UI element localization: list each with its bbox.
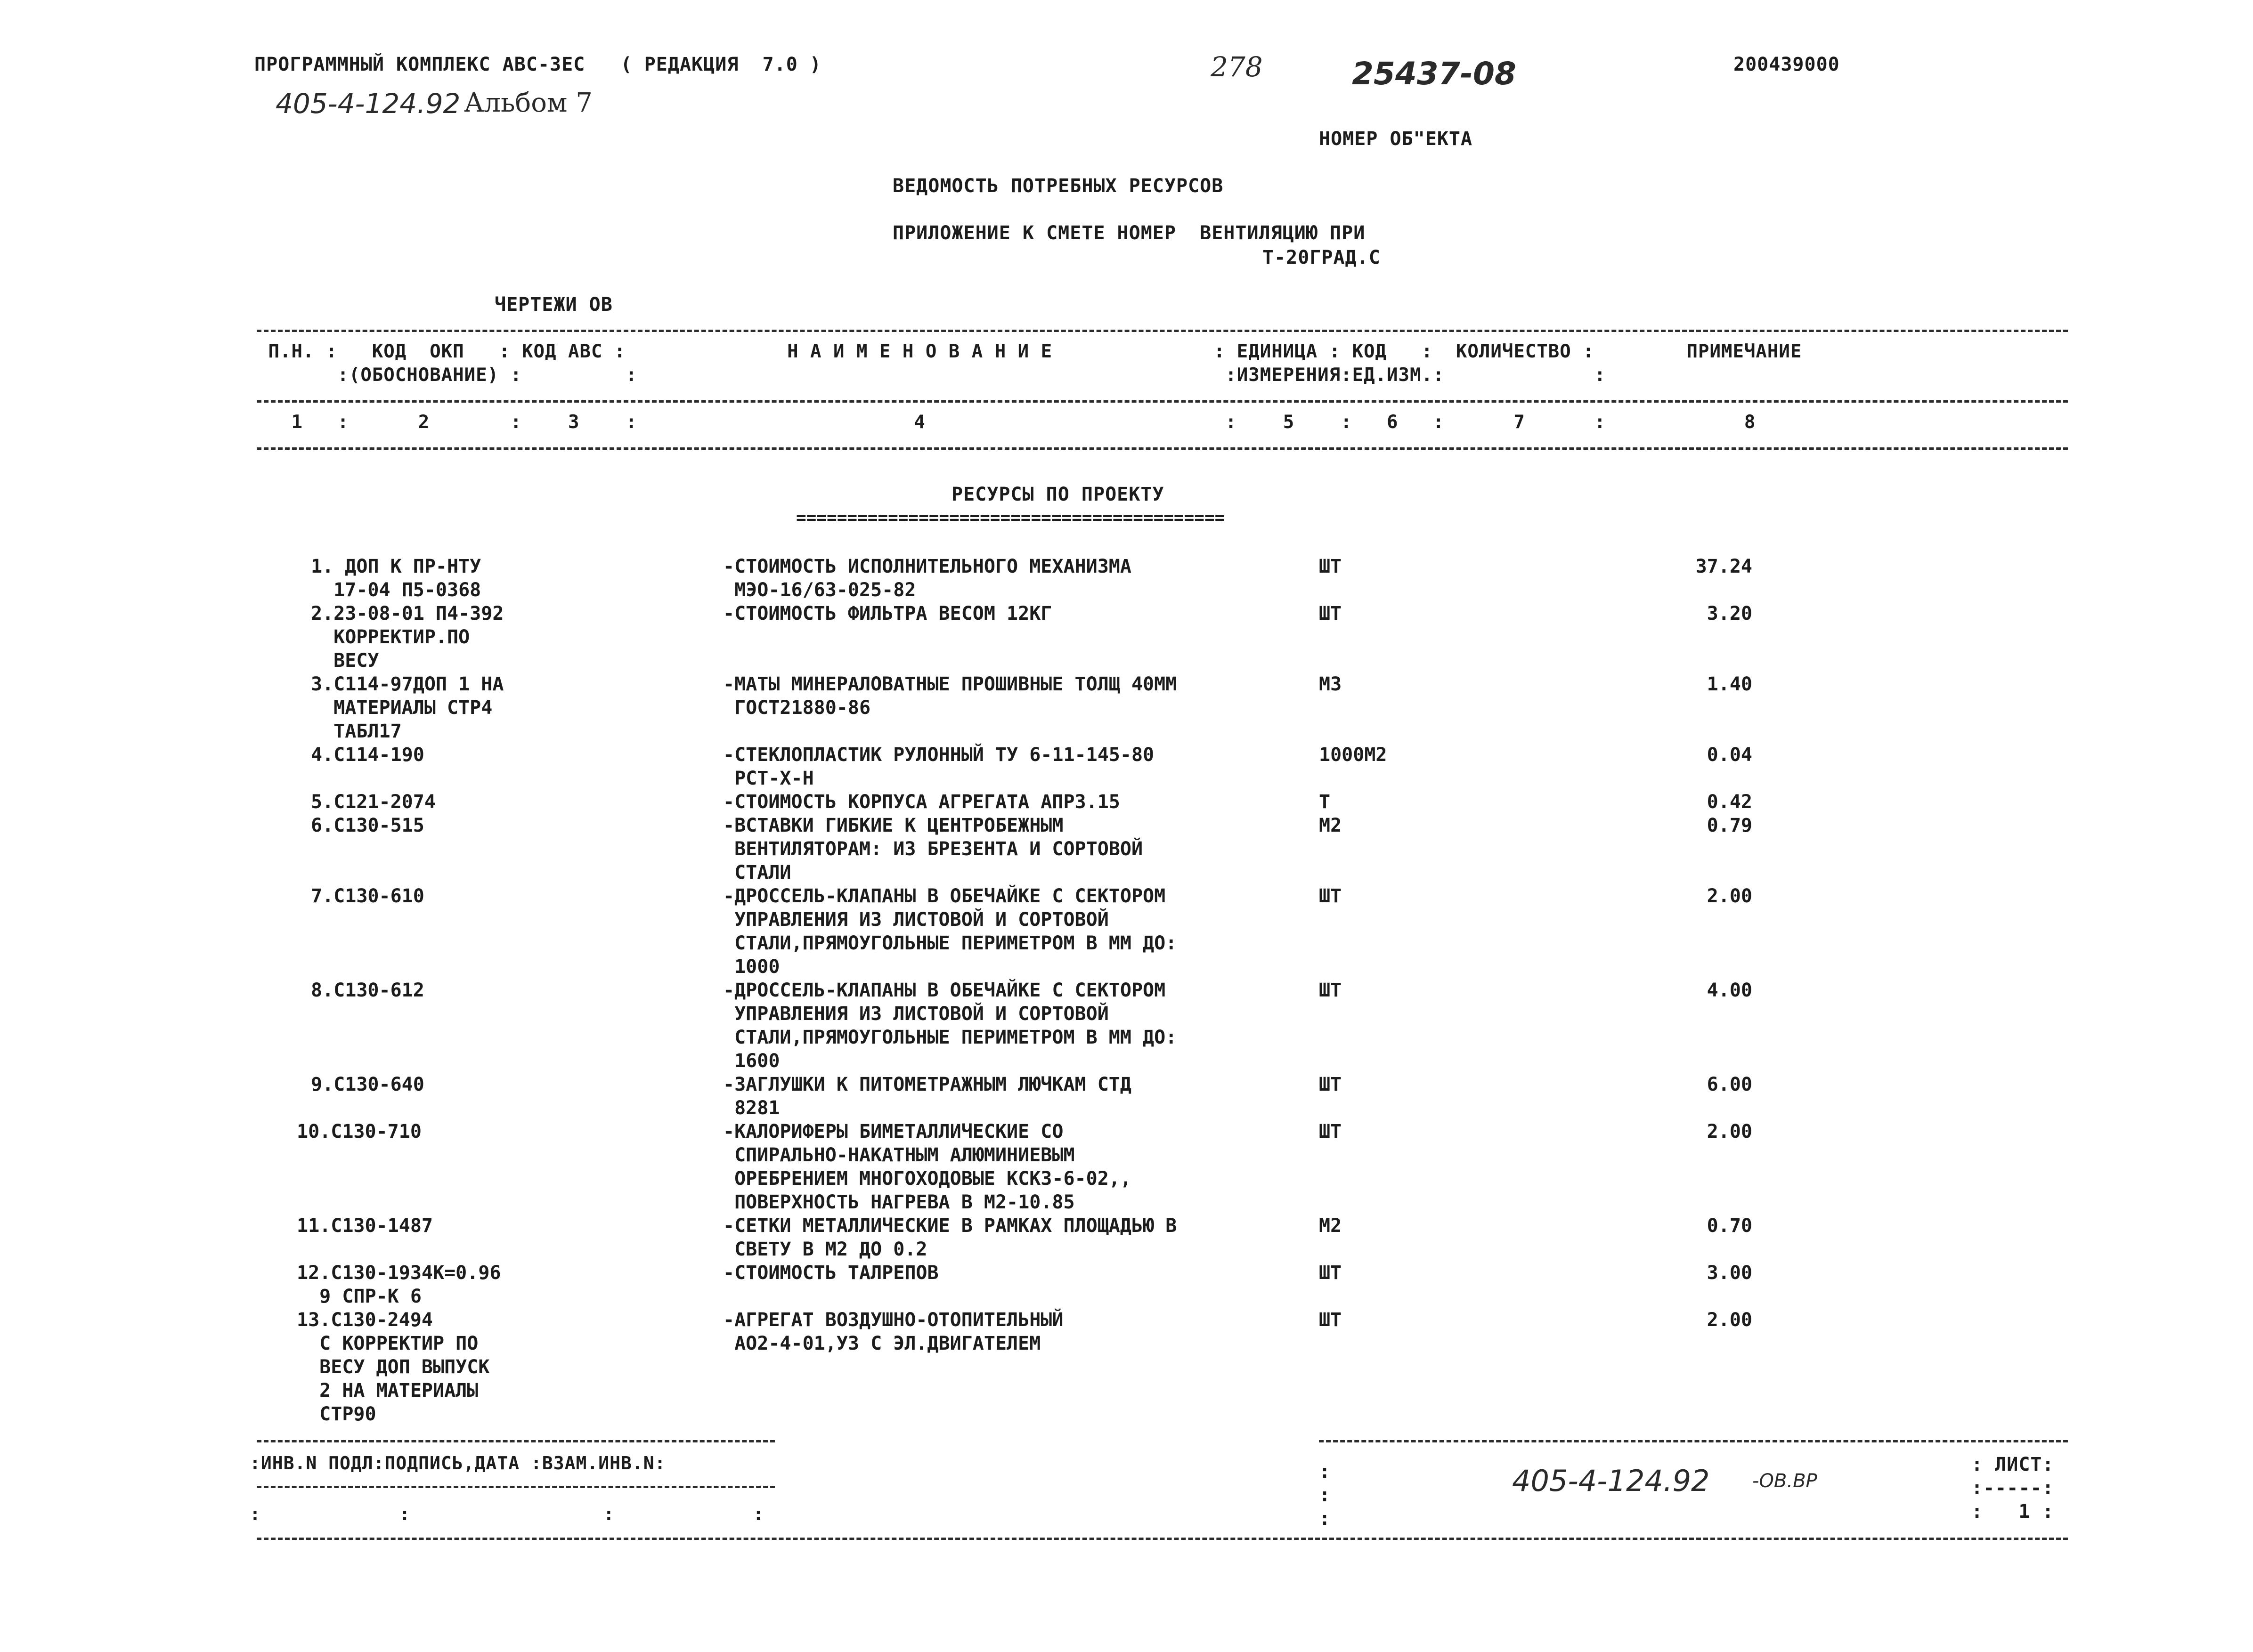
- table-row: [0, 743, 2253, 789]
- row-code: 10.С130-710: [297, 1121, 422, 1142]
- row-name: -ВСТАВКИ ГИБКИЕ К ЦЕНТРОБЕЖНЫМ ВЕНТИЛЯТОРАМ: ИЗ БРЕЗЕНТА И СОРТОВОЙ СТАЛИ: [723, 815, 1143, 883]
- table-row: [0, 1120, 2253, 1213]
- row-quantity: 3.20: [1707, 603, 1752, 624]
- footer-left-cells: : : : :: [250, 1504, 767, 1524]
- row-code: 11.С130-1487: [297, 1215, 433, 1237]
- document-title: ВЕДОМОСТЬ ПОТРЕБНЫХ РЕСУРСОВ: [893, 175, 1224, 197]
- table-row: [0, 555, 2253, 601]
- table-header-row-2: :(ОБОСНОВАНИЕ) : : :ИЗМЕРЕНИЯ:ЕД.ИЗМ.: :: [257, 364, 1606, 386]
- row-name: -СТОИМОСТЬ ФИЛЬТРА ВЕСОМ 12КГ: [723, 603, 1052, 624]
- sheet-number: : 1 :: [1971, 1501, 2054, 1522]
- section-underline: ==========================================: [796, 508, 1225, 527]
- row-quantity: 4.00: [1707, 980, 1752, 1001]
- sheet-separator: :-----:: [1971, 1477, 2054, 1499]
- table-row: [0, 672, 2253, 742]
- sheet-label: : ЛИСТ:: [1971, 1454, 2054, 1475]
- row-unit: М2: [1319, 1215, 1342, 1237]
- row-quantity: 0.04: [1707, 744, 1752, 766]
- row-unit: 1000М2: [1319, 744, 1387, 766]
- row-quantity: 0.70: [1707, 1215, 1752, 1237]
- row-quantity: 3.00: [1707, 1262, 1752, 1284]
- row-code: 5.С121-2074: [311, 791, 436, 813]
- header-rule-top: [257, 330, 2068, 332]
- footer-rule-bottom: [257, 1538, 2068, 1540]
- row-name: -ДРОССЕЛЬ-КЛАПАНЫ В ОБЕЧАЙКЕ С СЕКТОРОМ УПРАВЛЕНИЯ ИЗ ЛИСТОВОЙ И СОРТОВОЙ СТАЛИ,ПРЯМОУГОЛЬНЫЕ ПЕРИМЕТРОМ В ММ ДО: 1000: [723, 885, 1177, 978]
- row-code: 2.23-08-01 П4-392 КОРРЕКТИР.ПО ВЕСУ: [311, 603, 504, 672]
- row-name: -ДРОССЕЛЬ-КЛАПАНЫ В ОБЕЧАЙКЕ С СЕКТОРОМ УПРАВЛЕНИЯ ИЗ ЛИСТОВОЙ И СОРТОВОЙ СТАЛИ,ПРЯМОУГОЛЬНЫЕ ПЕРИМЕТРОМ В ММ ДО: 1600: [723, 980, 1177, 1072]
- row-unit: ШТ: [1319, 885, 1342, 907]
- row-quantity: 6.00: [1707, 1074, 1752, 1095]
- stamp-designation: 405-4-124.92: [1512, 1464, 1710, 1498]
- row-name: -СТЕКЛОПЛАСТИК РУЛОННЫЙ ТУ 6-11-145-80 РСТ-Х-Н: [723, 744, 1155, 789]
- row-code: 3.С114-97ДОП 1 НА МАТЕРИАЛЫ СТР4 ТАБЛ17: [311, 673, 504, 742]
- table-row: [0, 979, 2253, 1072]
- row-code: 13.С130-2494 С КОРРЕКТИР ПО ВЕСУ ДОП ВЫПУСК 2 НА МАТЕРИАЛЫ СТР90: [297, 1309, 490, 1425]
- footer-right-colon: :: [1319, 1508, 1331, 1530]
- row-name: -СТОИМОСТЬ КОРПУСА АГРЕГАТА АПР3.15: [723, 791, 1120, 813]
- row-quantity: 2.00: [1707, 885, 1752, 907]
- row-unit: ШТ: [1319, 1262, 1342, 1284]
- row-code: 6.С130-515: [311, 815, 424, 836]
- album-label: Альбом 7: [464, 88, 593, 118]
- row-unit: М2: [1319, 815, 1342, 836]
- footer-left-rule-mid: [257, 1486, 775, 1488]
- row-quantity: 0.42: [1707, 791, 1752, 813]
- row-quantity: 0.79: [1707, 815, 1752, 836]
- row-code: 1. ДОП К ПР-НТУ 17-04 П5-0368: [311, 556, 481, 601]
- row-unit: ШТ: [1319, 603, 1342, 624]
- footer-right-colon: :: [1319, 1484, 1331, 1506]
- stamp-suffix: -ОВ.ВР: [1752, 1470, 1817, 1492]
- section-title: РЕСУРСЫ ПО ПРОЕКТУ: [952, 484, 1164, 505]
- row-quantity: 2.00: [1707, 1309, 1752, 1331]
- table-row: [0, 602, 2253, 672]
- row-unit: ШТ: [1319, 556, 1342, 577]
- row-name: -ЗАГЛУШКИ К ПИТОМЕТРАЖНЫМ ЛЮЧКАМ СТД 8281: [723, 1074, 1131, 1119]
- header-rule-middle: [257, 400, 2068, 403]
- row-code: 4.С114-190: [311, 744, 424, 766]
- row-unit: ШТ: [1319, 1074, 1342, 1095]
- program-name: ПРОГРАММНЫЙ КОМПЛЕКС АВС-3ЕС ( РЕДАКЦИЯ 7.0 ): [254, 54, 821, 75]
- row-code: 9.С130-640: [311, 1074, 424, 1095]
- row-code: 7.С130-610: [311, 885, 424, 907]
- row-name: -АГРЕГАТ ВОЗДУШНО-ОТОПИТЕЛЬНЫЙ АО2-4-01,У3 С ЭЛ.ДВИГАТЕЛЕМ: [723, 1309, 1064, 1354]
- row-quantity: 37.24: [1695, 556, 1752, 577]
- page-number: 278: [1211, 51, 1263, 83]
- footer-right-colon: :: [1319, 1461, 1331, 1482]
- row-unit: ШТ: [1319, 1309, 1342, 1331]
- row-name: -МАТЫ МИНЕРАЛОВАТНЫЕ ПРОШИВНЫЕ ТОЛЩ 40ММ ГОСТ21880-86: [723, 673, 1177, 719]
- object-number-label: НОМЕР ОБ"ЕКТА: [1319, 128, 1473, 150]
- row-unit: ШТ: [1319, 1121, 1342, 1142]
- table-row: [0, 1308, 2253, 1425]
- table-row: [0, 884, 2253, 978]
- row-name: -СЕТКИ МЕТАЛЛИЧЕСКИЕ В РАМКАХ ПЛОЩАДЬЮ В СВЕТУ В М2 ДО 0.2: [723, 1215, 1177, 1260]
- drawings-label: ЧЕРТЕЖИ ОВ: [495, 294, 613, 316]
- handwritten-code: 25437-08: [1352, 56, 1516, 92]
- row-unit: ШТ: [1319, 980, 1342, 1001]
- header-rule-bottom: [257, 447, 2068, 450]
- album-reference: 405-4-124.92: [276, 88, 461, 120]
- footer-left-rule-top: [257, 1440, 775, 1442]
- row-code: 8.С130-612: [311, 980, 424, 1001]
- row-name: -СТОИМОСТЬ ТАЛРЕПОВ: [723, 1262, 939, 1284]
- row-unit: Т: [1319, 791, 1331, 813]
- row-name: -КАЛОРИФЕРЫ БИМЕТАЛЛИЧЕСКИЕ СО СПИРАЛЬНО-НАКАТНЫМ АЛЮМИНИЕВЫМ ОРЕБРЕНИЕМ МНОГОХОДОВЫЕ КСК3-6-02,, ПОВЕРХНОСТЬ НАГРЕВА В М2-10.85: [723, 1121, 1131, 1213]
- row-code: 12.С130-1934К=0.96 9 СПР-К 6: [297, 1262, 501, 1307]
- row-quantity: 1.40: [1707, 673, 1752, 695]
- subtitle-line-2: Т-20ГРАД.С: [1262, 247, 1381, 268]
- footer-right-rule-top: [1319, 1440, 2068, 1442]
- row-quantity: 2.00: [1707, 1121, 1752, 1142]
- table-row: [0, 1214, 2253, 1260]
- footer-left-header: :ИНВ.N ПОДЛ:ПОДПИСЬ,ДАТА :ВЗАМ.ИНВ.N:: [250, 1453, 666, 1474]
- table-header-row-1: П.Н. : КОД ОКП : КОД АВС : Н А И М Е Н О В А Н И Е : ЕДИНИЦА : КОД : КОЛИЧЕСТВО : ПРИМЕЧАНИЕ: [257, 341, 1802, 362]
- subtitle-line-1: ПРИЛОЖЕНИЕ К СМЕТЕ НОМЕР ВЕНТИЛЯЦИЮ ПРИ: [893, 222, 1366, 244]
- table-column-numbers: 1 : 2 : 3 : 4 : 5 : 6 : 7 : 8: [257, 412, 1756, 433]
- row-unit: М3: [1319, 673, 1342, 695]
- table-row: [0, 1261, 2253, 1307]
- row-name: -СТОИМОСТЬ ИСПОЛНИТЕЛЬНОГО МЕХАНИЗМА МЭО-16/63-025-82: [723, 556, 1131, 601]
- document-number: 200439000: [1733, 54, 1840, 75]
- table-row: [0, 814, 2253, 883]
- table-row: [0, 1073, 2253, 1119]
- table-row: [0, 790, 2253, 813]
